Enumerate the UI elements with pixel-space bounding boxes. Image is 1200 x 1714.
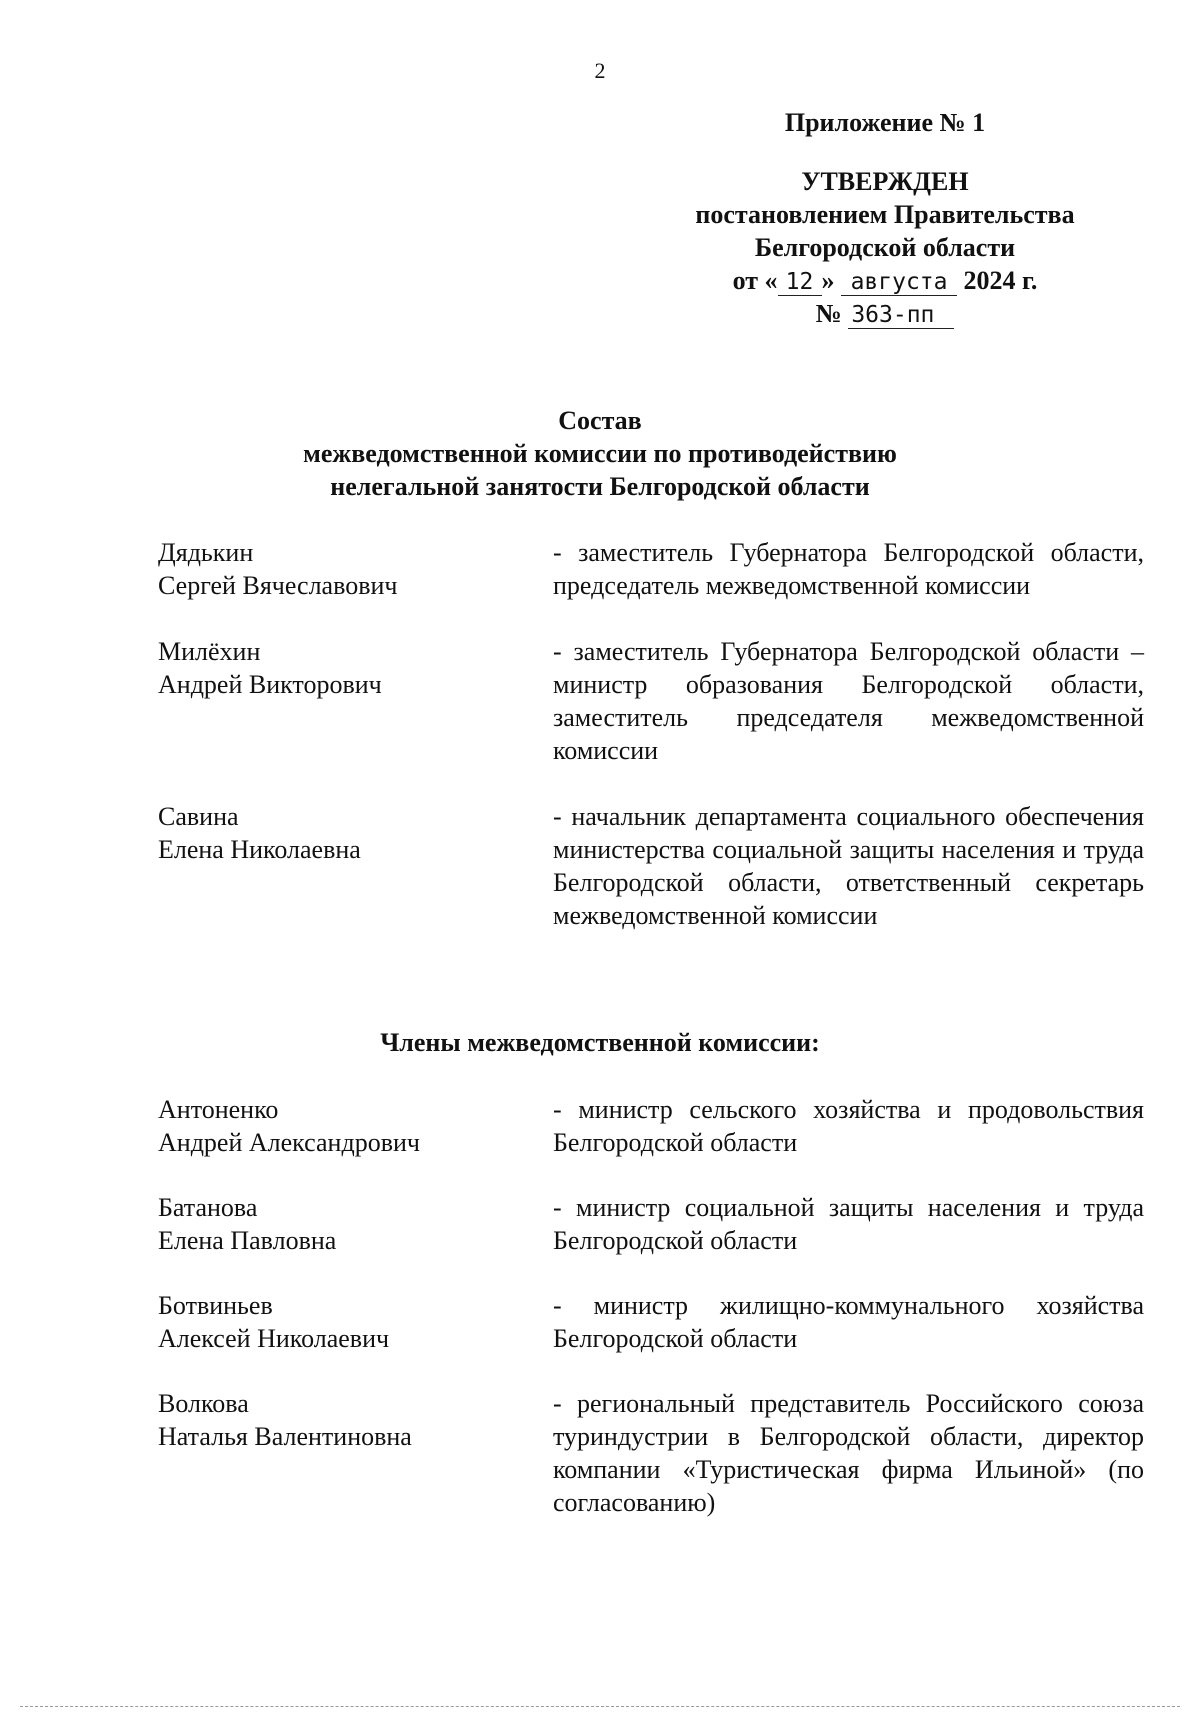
member-surname: Савина [158,802,239,831]
members-heading: Члены межведомственной комиссии: [380,1028,820,1057]
approval-line-1: постановлением Правительства [695,200,1075,229]
approval-line-2: Белгородской области [754,233,1016,262]
list-item [158,1387,1144,1519]
member-given-name: Андрей Викторович [158,670,382,699]
list-item [158,1093,1144,1159]
member-role: - заместитель Губернатора Белгородской области, председатель межведомственной комиссии [553,538,1144,600]
member-name [158,1387,553,1519]
approval-date [650,264,1120,297]
member-role: - заместитель Губернатора Белгородской области – министр образования Белгородской области, заместитель председателя межведомственной комиссии [553,637,1144,765]
title-line-3: нелегальной занятости Белгородской области [330,472,870,501]
member-role: - министр сельского хозяйства и продовольствия Белгородской области [553,1095,1144,1157]
approval-number [650,297,1120,330]
member-given-name: Алексей Николаевич [158,1324,390,1353]
document-title [200,404,1000,503]
number-value: 363-пп [848,302,954,329]
list-item [158,536,1144,602]
list-item [158,800,1144,932]
member-given-name: Андрей Александрович [158,1128,420,1157]
member-name [158,1191,553,1257]
member-role: - региональный представитель Российского союза туриндустрии в Белгородской области, директор компании «Туристическая фирма Ильиной» (по согласованию) [553,1389,1144,1517]
member-surname: Батанова [158,1193,258,1222]
member-name [158,536,553,602]
list-item [158,1191,1144,1257]
member-surname: Волкова [158,1389,249,1418]
member-name [158,1289,553,1355]
page-number: 2 [594,58,606,83]
member-name [158,800,553,932]
member-name [158,635,553,767]
number-prefix: № [815,299,842,328]
member-surname: Милёхин [158,637,261,666]
date-day: 12 [778,269,822,296]
member-surname: Ботвиньев [158,1291,273,1320]
members-list [158,1093,1144,1551]
member-surname: Антоненко [158,1095,279,1124]
member-given-name: Елена Павловна [158,1226,337,1255]
member-role: - министр социальной защиты населения и труда Белгородской области [553,1193,1144,1255]
member-given-name: Елена Николаевна [158,835,361,864]
title-line-1: Состав [558,406,642,435]
member-name [158,1093,553,1159]
approved-stamp-text: УТВЕРЖДЕН [801,167,969,196]
member-given-name: Сергей Вячеславович [158,571,398,600]
approval-block [650,106,1120,330]
title-line-2: межведомственной комиссии по противодействию [303,439,897,468]
list-item [158,1289,1144,1355]
date-prefix: от « [732,266,778,295]
date-mid: » [821,266,835,295]
member-given-name: Наталья Валентиновна [158,1422,412,1451]
member-role: - начальник департамента социального обеспечения министерства социальной защиты населения и труда Белгородской области, ответственный секретарь межведомственной комиссии [553,802,1144,930]
leadership-list [158,536,1144,965]
member-role: - министр жилищно-коммунального хозяйства Белгородской области [553,1291,1144,1353]
scan-edge-divider [20,1706,1180,1708]
date-month: августа [841,269,957,296]
appendix-label: Приложение № 1 [784,108,986,137]
date-year: 2024 г. [963,266,1038,295]
member-surname: Дядькин [158,538,254,567]
list-item [158,635,1144,767]
